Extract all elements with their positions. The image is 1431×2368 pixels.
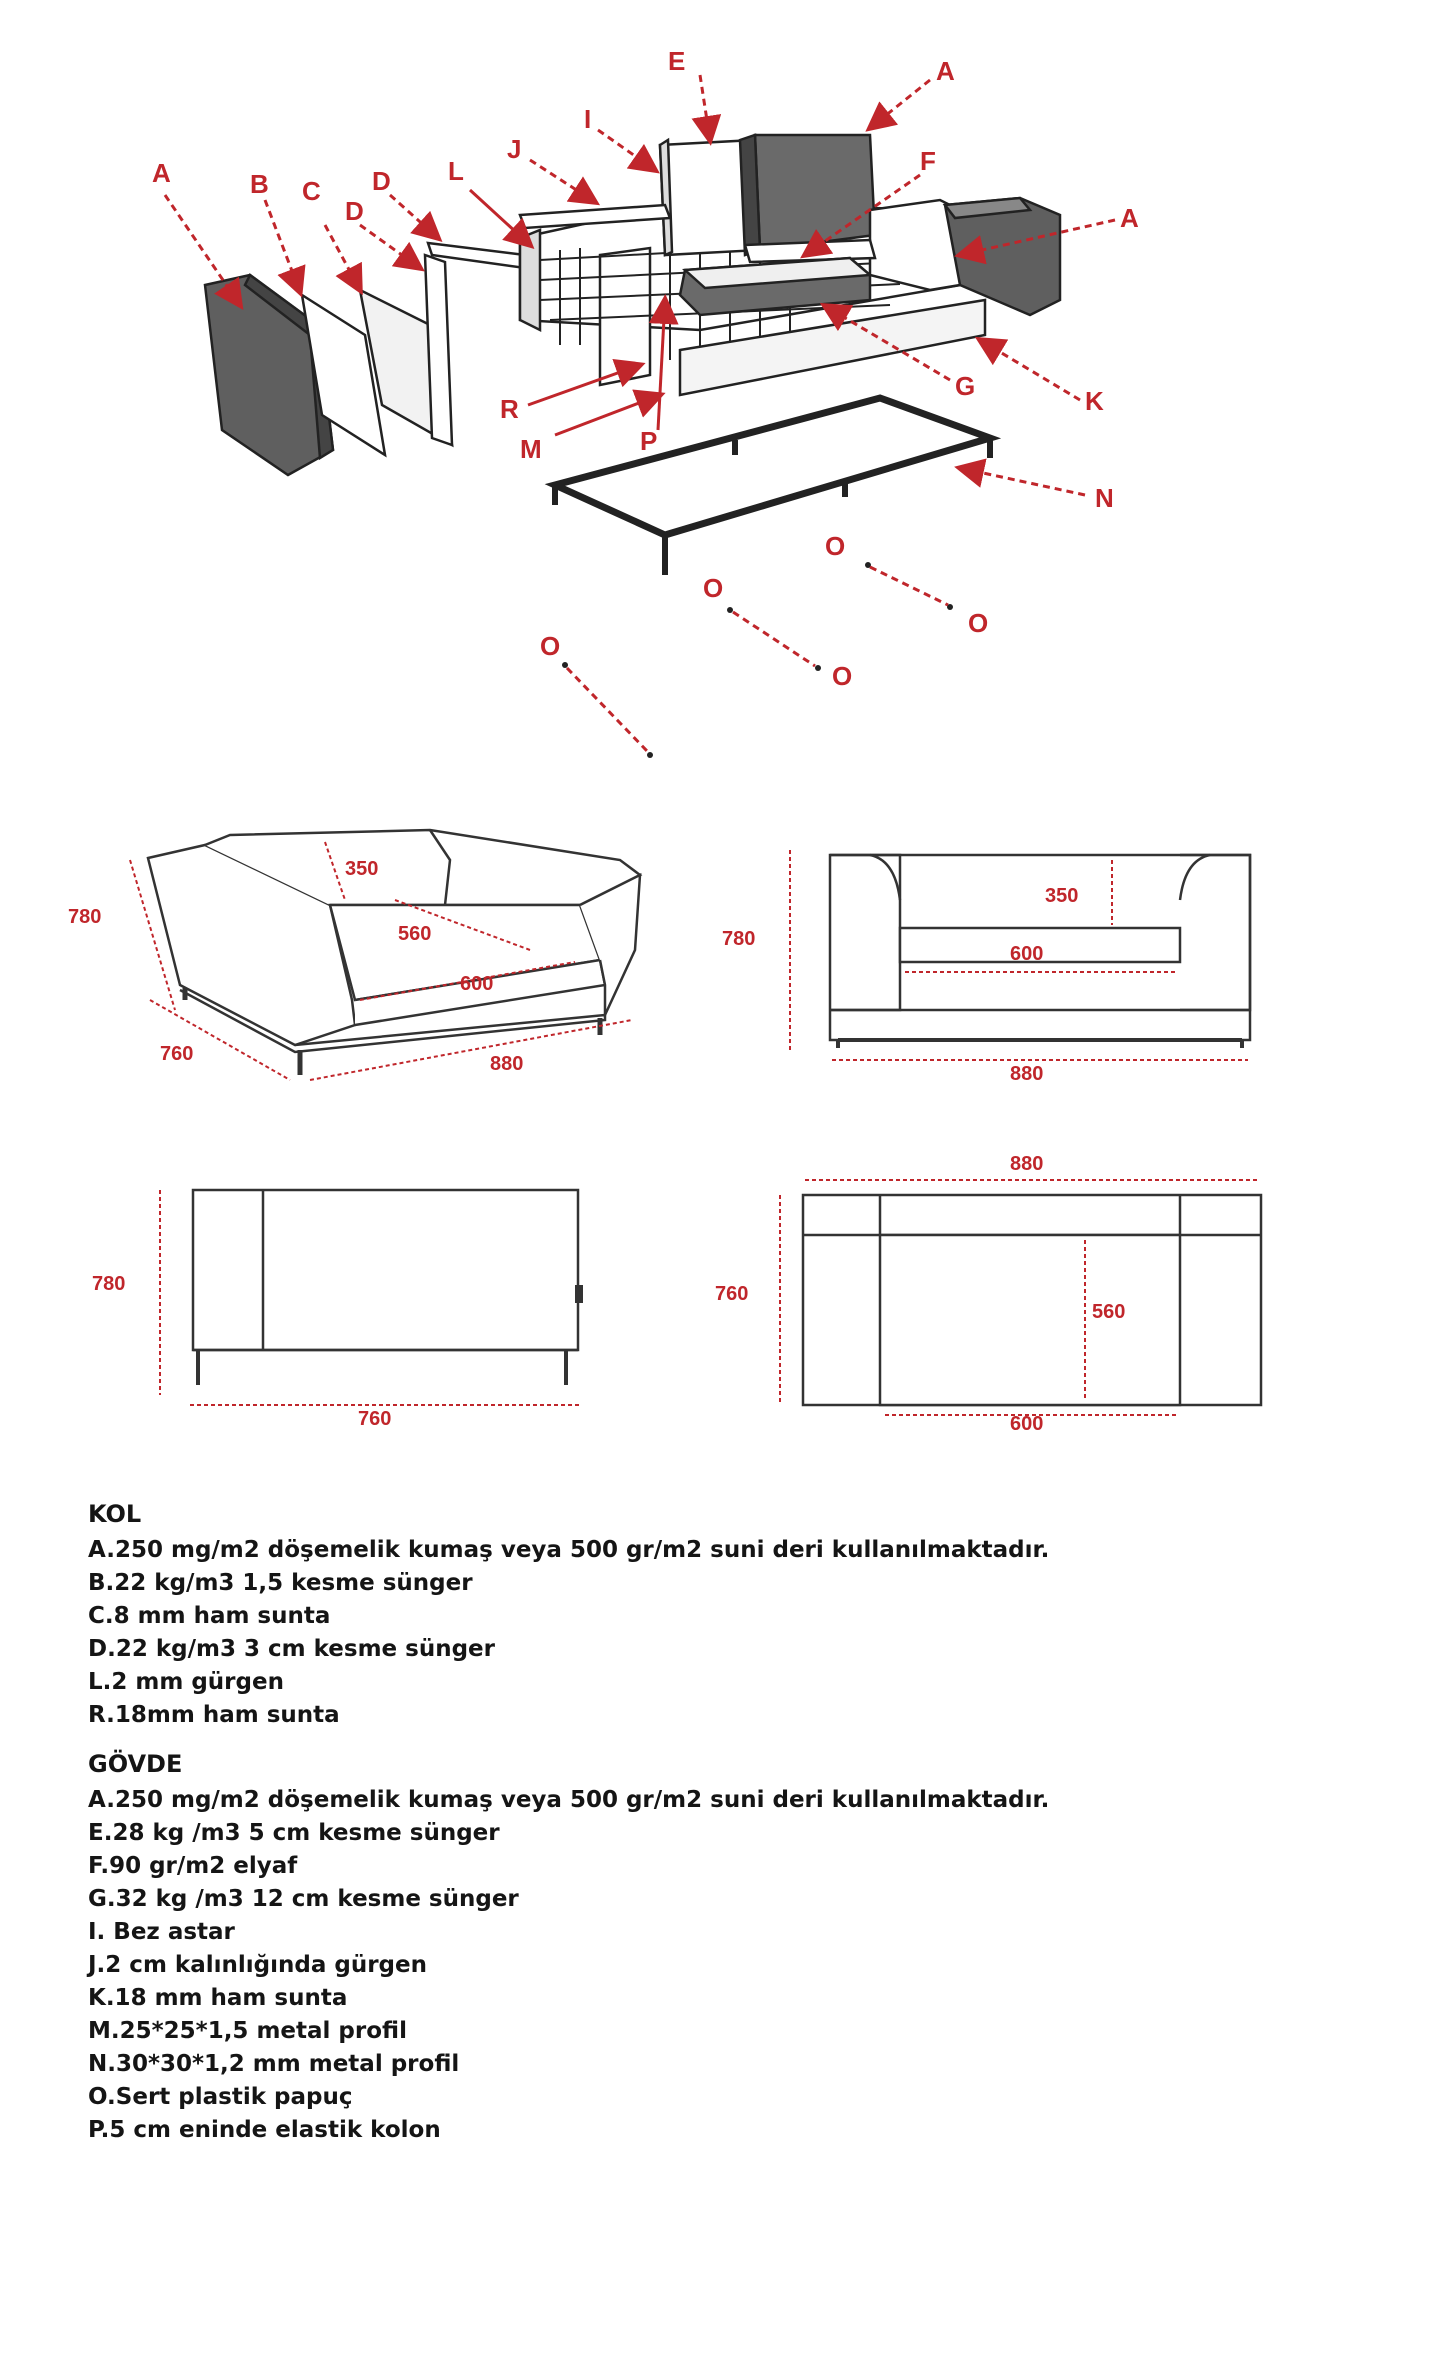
exploded-view bbox=[152, 46, 1139, 758]
label-e: E bbox=[668, 46, 686, 76]
side-height-dim: 780 bbox=[92, 1273, 126, 1295]
persp-width-dim: 880 bbox=[490, 1053, 524, 1075]
top-depth-dim: 760 bbox=[715, 1283, 749, 1305]
label-n: N bbox=[1095, 483, 1114, 513]
label-o-3: O bbox=[703, 573, 724, 603]
label-o-5: O bbox=[540, 631, 561, 661]
govde-item-k: K.18 mm ham sunta bbox=[88, 1985, 348, 2011]
govde-section bbox=[88, 1750, 1288, 2147]
persp-back-height-dim: 350 bbox=[345, 858, 379, 880]
label-m: M bbox=[520, 434, 542, 464]
kol-section bbox=[88, 1500, 1288, 1732]
front-back-height-dim: 350 bbox=[1045, 885, 1079, 907]
kol-item-r: R.18mm ham sunta bbox=[88, 1702, 340, 1728]
front-height-dim: 780 bbox=[722, 928, 756, 950]
front-view bbox=[722, 850, 1250, 1085]
top-width-dim: 880 bbox=[1010, 1153, 1044, 1175]
kol-title: KOL bbox=[88, 1500, 142, 1528]
kol-item-c: C.8 mm ham sunta bbox=[88, 1603, 331, 1629]
label-a-left: A bbox=[152, 158, 171, 188]
label-r: R bbox=[500, 394, 519, 424]
govde-item-o: O.Sert plastik papuç bbox=[88, 2084, 353, 2110]
label-o-2: O bbox=[968, 608, 989, 638]
govde-item-e: E.28 kg /m3 5 cm kesme sünger bbox=[88, 1820, 500, 1846]
govde-item-g: G.32 kg /m3 12 cm kesme sünger bbox=[88, 1886, 519, 1912]
top-seat-depth-dim: 560 bbox=[1092, 1301, 1126, 1323]
govde-item-m: M.25*25*1,5 metal profil bbox=[88, 2018, 407, 2044]
persp-seat-depth-dim: 560 bbox=[398, 923, 432, 945]
front-seat-width-dim: 600 bbox=[1010, 943, 1044, 965]
label-l: L bbox=[448, 156, 464, 186]
label-b: B bbox=[250, 169, 269, 199]
persp-depth-dim: 760 bbox=[160, 1043, 194, 1065]
kol-item-b: B.22 kg/m3 1,5 kesme sünger bbox=[88, 1570, 473, 1596]
govde-item-i: I. Bez astar bbox=[88, 1919, 235, 1945]
label-a-top: A bbox=[936, 56, 955, 86]
kol-item-l: L.2 mm gürgen bbox=[88, 1669, 284, 1695]
label-j: J bbox=[507, 134, 522, 164]
persp-height-dim: 780 bbox=[68, 906, 102, 928]
top-seat-width-dim: 600 bbox=[1010, 1413, 1044, 1435]
foot-caps bbox=[562, 562, 953, 758]
label-p: P bbox=[640, 426, 658, 456]
govde-item-f: F.90 gr/m2 elyaf bbox=[88, 1853, 298, 1879]
label-i: I bbox=[584, 104, 592, 134]
body-frame bbox=[520, 135, 1060, 395]
front-width-dim: 880 bbox=[1010, 1063, 1044, 1085]
top-view bbox=[715, 1153, 1261, 1435]
kol-item-d: D.22 kg/m3 3 cm kesme sünger bbox=[88, 1636, 495, 1662]
label-o-1: O bbox=[825, 531, 846, 561]
label-o-4: O bbox=[832, 661, 853, 691]
persp-seat-width-dim: 600 bbox=[460, 973, 494, 995]
label-d-upper: D bbox=[372, 166, 391, 196]
side-depth-dim: 760 bbox=[358, 1408, 392, 1430]
govde-item-p: P.5 cm eninde elastik kolon bbox=[88, 2117, 441, 2143]
metal-base-frame bbox=[555, 398, 990, 575]
govde-item-j: J.2 cm kalınlığında gürgen bbox=[88, 1952, 427, 1978]
materials-legend bbox=[88, 1500, 1288, 2147]
label-d-lower: D bbox=[345, 196, 364, 226]
label-k: K bbox=[1085, 386, 1104, 416]
govde-item-n: N.30*30*1,2 mm metal profil bbox=[88, 2051, 460, 2077]
side-view bbox=[92, 1190, 583, 1430]
govde-title: GÖVDE bbox=[88, 1750, 183, 1778]
perspective-view bbox=[68, 830, 640, 1080]
govde-item-a: A.250 mg/m2 döşemelik kumaş veya 500 gr/m2 suni deri kullanılmaktadır. bbox=[88, 1787, 1050, 1813]
label-a-right: A bbox=[1120, 203, 1139, 233]
label-g: G bbox=[955, 371, 976, 401]
label-c: C bbox=[302, 176, 321, 206]
kol-item-a: A.250 mg/m2 döşemelik kumaş veya 500 gr/m2 suni deri kullanılmaktadır. bbox=[88, 1537, 1050, 1563]
label-f: F bbox=[920, 146, 936, 176]
